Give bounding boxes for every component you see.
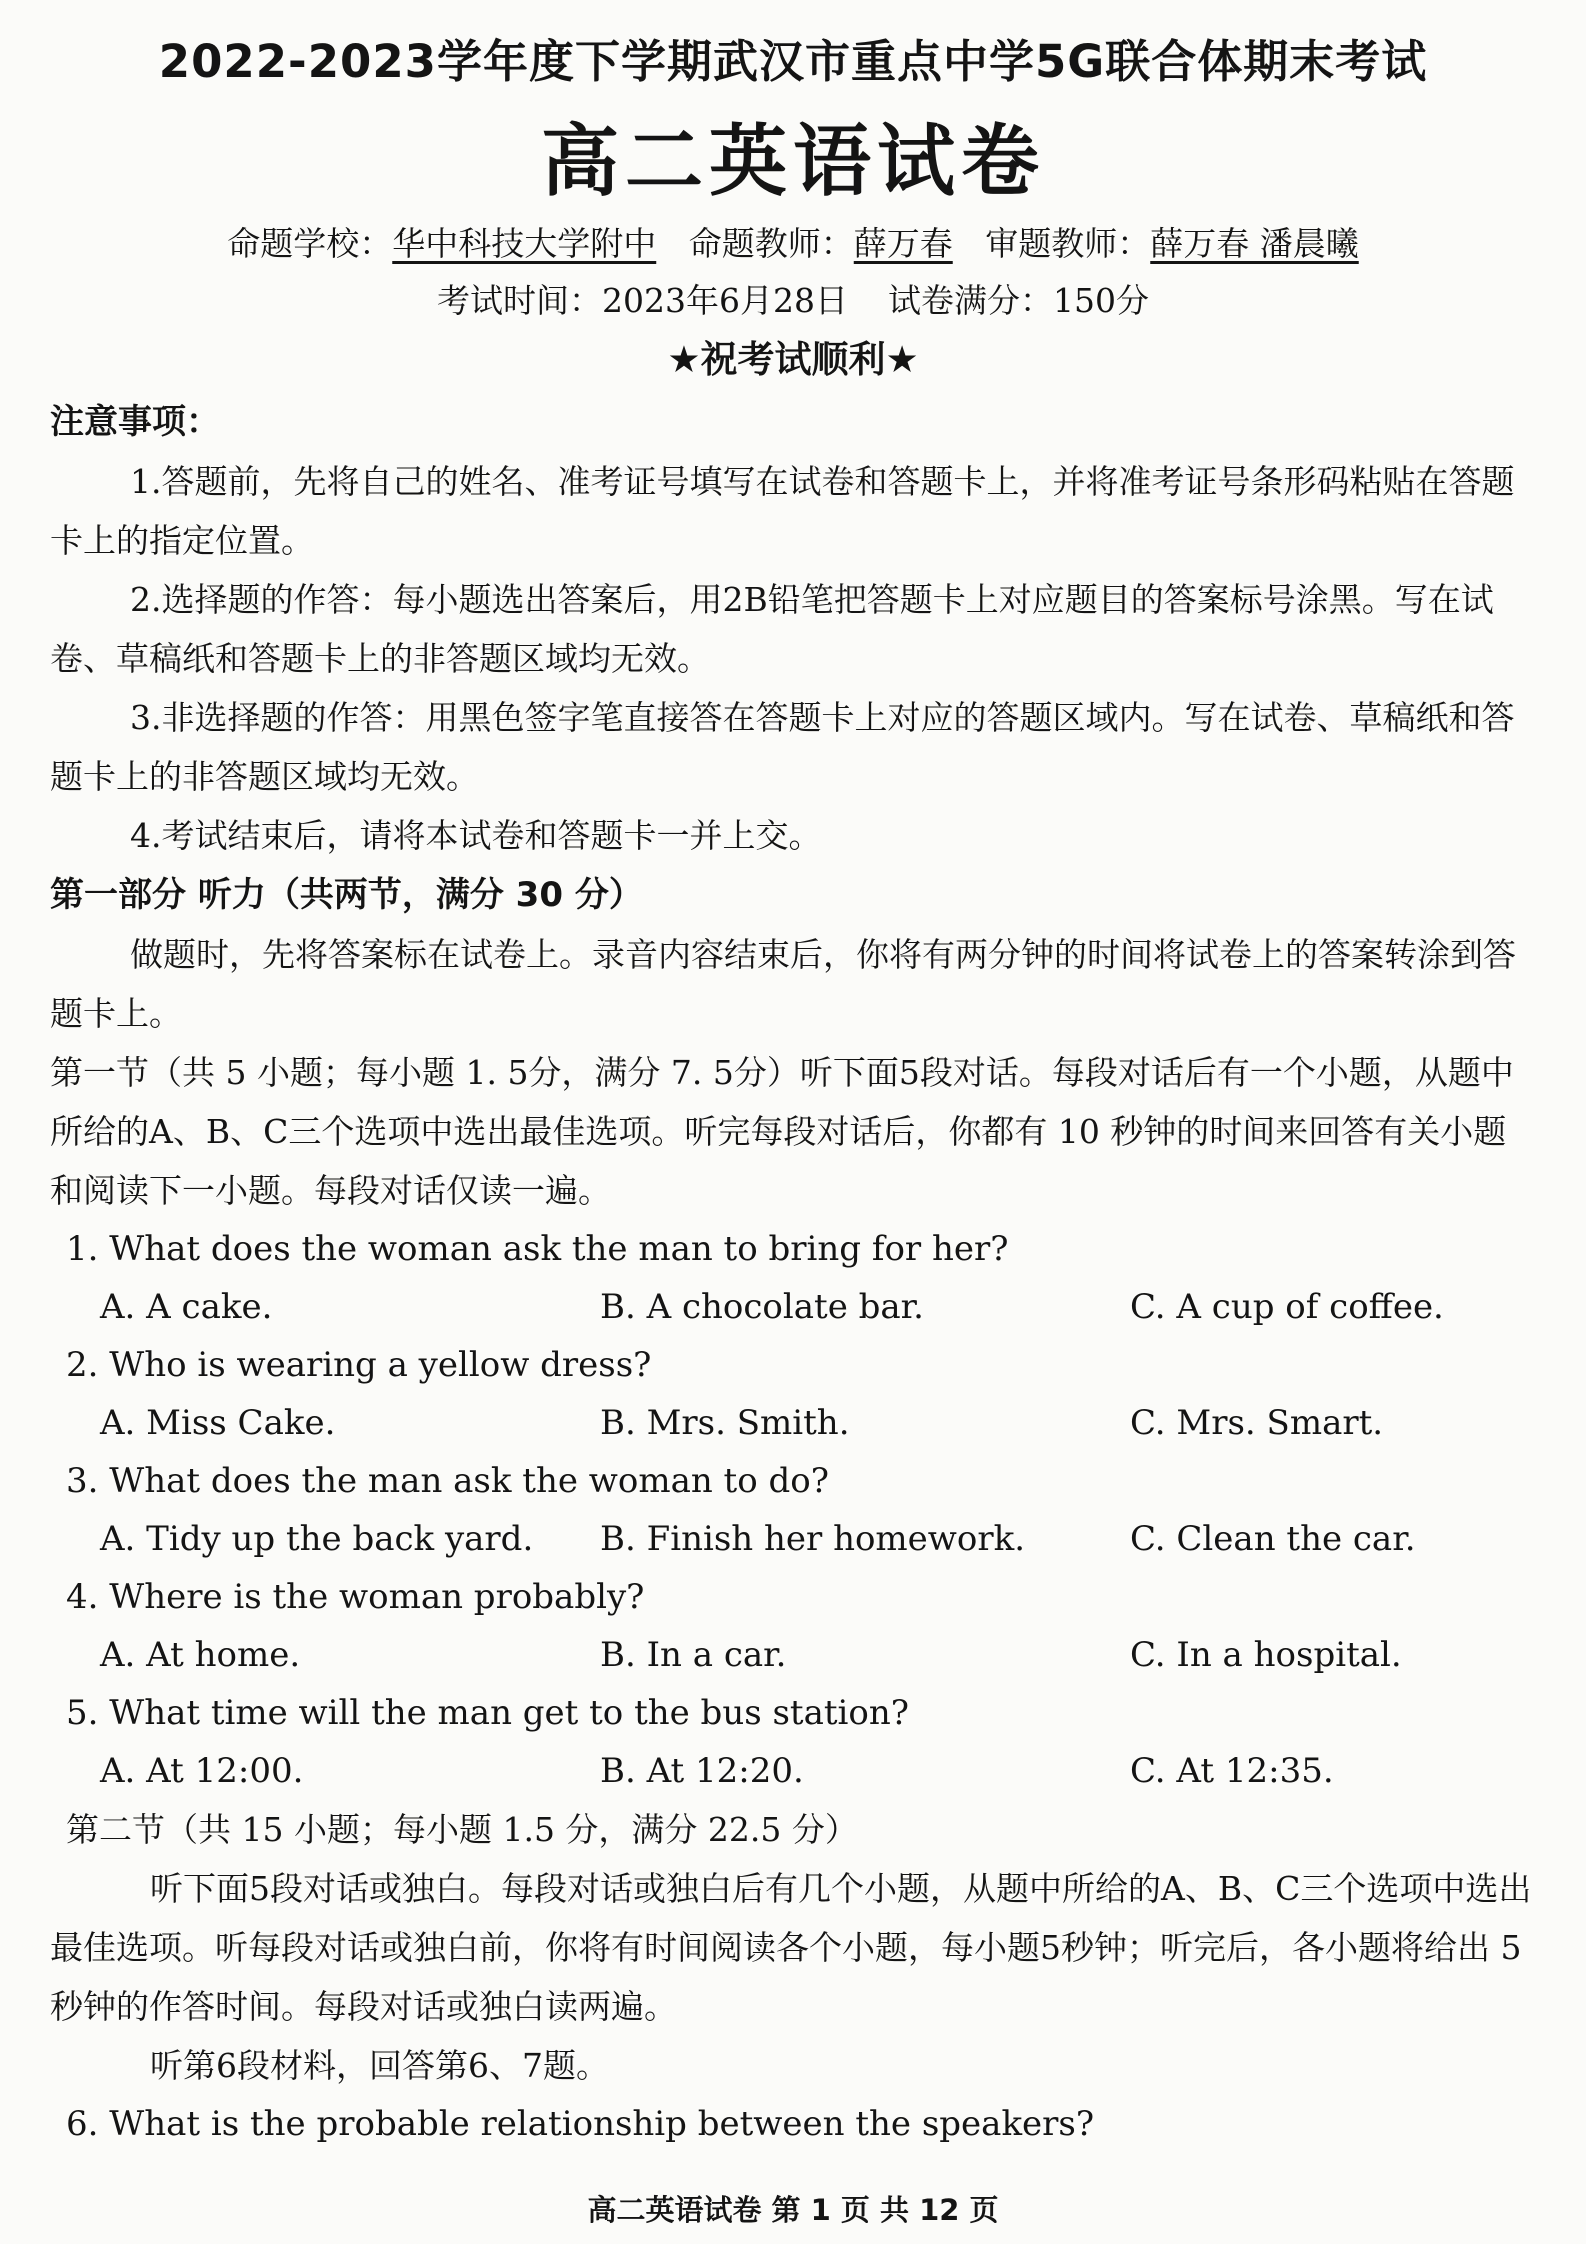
option-a: A. At 12:00. bbox=[100, 1751, 304, 1791]
question-6-text: 6. What is the probable relationship between the speakers? bbox=[66, 2104, 1095, 2144]
options bbox=[50, 1510, 1536, 1568]
option-c: C. In a hospital. bbox=[1130, 1635, 1402, 1675]
question-5 bbox=[50, 1684, 1536, 1800]
part1-heading: 第一部分 听力（共两节，满分 30 分） bbox=[50, 875, 643, 915]
option-b: B. Finish her homework. bbox=[600, 1519, 1026, 1559]
options bbox=[50, 1394, 1536, 1452]
options bbox=[50, 1626, 1536, 1684]
full-score: 150分 bbox=[1052, 281, 1149, 320]
option-a: A. Miss Cake. bbox=[100, 1403, 336, 1443]
question-text: 4. Where is the woman probably? bbox=[66, 1577, 645, 1617]
setter-line bbox=[50, 214, 1536, 274]
question-1 bbox=[50, 1220, 1536, 1336]
option-b: B. In a car. bbox=[600, 1635, 787, 1675]
notice-item: 3.非选择题的作答：用黑色签字笔直接答在答题卡上对应的答题区域内。写在试卷、草稿纸和答题卡上的非答题区域均无效。 bbox=[50, 698, 1515, 796]
option-c: C. Clean the car. bbox=[1130, 1519, 1416, 1559]
notice-item: 2.选择题的作答：每小题选出答案后，用2B铅笔把答题卡上对应题目的答案标号涂黑。写在试卷、草稿纸和答题卡上的非答题区域均无效。 bbox=[50, 580, 1494, 678]
exam-info-line bbox=[50, 274, 1536, 328]
options bbox=[50, 1278, 1536, 1336]
option-c: C. At 12:35. bbox=[1130, 1751, 1334, 1791]
options bbox=[50, 1742, 1536, 1800]
option-a: A. Tidy up the back yard. bbox=[100, 1519, 534, 1559]
option-b: B. A chocolate bar. bbox=[600, 1287, 924, 1327]
question-text: 5. What time will the man get to the bus station? bbox=[66, 1693, 909, 1733]
score-label: 试卷满分： bbox=[887, 281, 1053, 320]
section2-intro: 听下面5段对话或独白。每段对话或独白后有几个小题，从题中所给的A、B、C三个选项中选出最佳选项。听每段对话或独白前，你将有时间阅读各个小题，每小题5秒钟；听完后，各小题将给出 5 秒钟的作答时间。每段对话或独白读两遍。 bbox=[50, 1869, 1532, 2026]
question-2 bbox=[50, 1336, 1536, 1452]
question-3 bbox=[50, 1452, 1536, 1568]
paper-title: 高二英语试卷 bbox=[540, 117, 1045, 207]
notice-item: 4.考试结束后，请将本试卷和答题卡一并上交。 bbox=[130, 816, 822, 855]
option-a: A. A cake. bbox=[100, 1287, 273, 1327]
option-c: C. A cup of coffee. bbox=[1130, 1287, 1444, 1327]
school-label: 命题学校： bbox=[227, 224, 393, 263]
exam-date: 2023年6月28日 bbox=[602, 281, 848, 320]
option-b: B. At 12:20. bbox=[600, 1751, 804, 1791]
question-4 bbox=[50, 1568, 1536, 1684]
section1-instructions: 第一节（共 5 小题；每小题 1. 5分，满分 7. 5分）听下面5段对话。每段对话后有一个小题，从题中所给的A、B、C三个选项中选出最佳选项。听完每段对话后，你都有 10 秒钟的时间来回答有关小题和阅读下一小题。每段对话仅读一遍。 bbox=[50, 1053, 1514, 1210]
question-text: 3. What does the man ask the woman to do? bbox=[66, 1461, 829, 1501]
question-text: 2. Who is wearing a yellow dress? bbox=[66, 1345, 652, 1385]
setter-label: 命题教师： bbox=[688, 224, 854, 263]
notice-heading: 注意事项： bbox=[50, 402, 220, 442]
exam-title: 2022-2023学年度下学期武汉市重点中学5G联合体期末考试 bbox=[158, 35, 1428, 88]
time-label: 考试时间： bbox=[437, 281, 602, 320]
option-c: C. Mrs. Smart. bbox=[1130, 1403, 1384, 1443]
reviewer-label: 审题教师： bbox=[985, 224, 1151, 263]
reviewer-names: 薛万春 潘晨曦 bbox=[1150, 224, 1359, 263]
page-footer: 高二英语试卷 第 1 页 共 12 页 bbox=[587, 2193, 999, 2227]
material-6-instruction: 听第6段材料，回答第6、7题。 bbox=[150, 2046, 609, 2085]
question-text: 1. What does the woman ask the man to bring for her? bbox=[66, 1229, 1009, 1269]
notice-item: 1.答题前，先将自己的姓名、准考证号填写在试卷和答题卡上，并将准考证号条形码粘贴在答题卡上的指定位置。 bbox=[50, 462, 1515, 560]
section2-heading: 第二节（共 15 小题；每小题 1.5 分，满分 22.5 分） bbox=[66, 1810, 858, 1849]
option-b: B. Mrs. Smith. bbox=[600, 1403, 850, 1443]
option-a: A. At home. bbox=[100, 1635, 301, 1675]
part1-intro: 做题时，先将答案标在试卷上。录音内容结束后，你将有两分钟的时间将试卷上的答案转涂到答题卡上。 bbox=[50, 935, 1516, 1033]
setter-name: 薛万春 bbox=[853, 224, 953, 263]
good-luck-banner: ★祝考试顺利★ bbox=[667, 338, 919, 381]
school-name: 华中科技大学附中 bbox=[392, 224, 657, 263]
